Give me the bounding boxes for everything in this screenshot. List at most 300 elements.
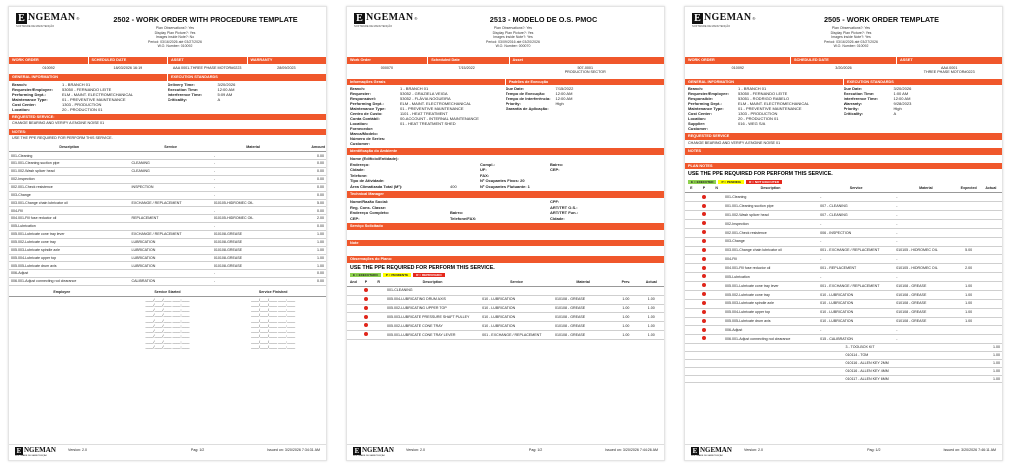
info-key: Nº Ocupantes Fixos: 20 [480, 178, 525, 184]
table-cell [958, 255, 980, 264]
pending-status-icon [702, 257, 706, 261]
pending-status-icon [702, 212, 706, 216]
table-cell: 005.001-Lubricate cone tray lever [9, 230, 129, 238]
info-key: Endereço Completo: [350, 210, 390, 216]
table-cell [980, 220, 1002, 229]
table-cell: 010 - LUBRICATION [480, 313, 553, 322]
table-cell: 005.001-Lubricate cone tray lever [723, 282, 818, 291]
info-value: ELM - MAINT. ELECTROMECHANICAL [738, 101, 810, 107]
table-cell: 010108 - GREASE [553, 331, 613, 340]
table-cell [958, 273, 980, 282]
table-cell: 010 - LUBRICATION [818, 299, 894, 308]
table-cell: 002.001-Check resistence [9, 183, 129, 191]
procedure-table: And P R Description Service Material Prev. Actual 001-CLEANING 005.004-LUBRICATING DRUM AXIS 010 - LUBRICATION 010108 - GREASE 1.00 1.00 005.002-LUBRICATING UPPER TOP 010 - LUBRICATION 010108 - GREASE 1.00 1.00 005.003-LUBRICATE PRESSURE SHAFT PULLEY 010 - LUBRICATION 010108 - GREASE 1.00 1.00 005.002-LUBRICATE CONE TRAY 010 - LUBRICATION 010108 - GREASE 1.00 1.00 005.001-LUBRICATE CONE TRAY LEVER 001 - EXCHANGE / REPLACEMENT 010108 - GREASE 1.00 1.00 [347, 278, 664, 340]
requested-service-text: CHANGE BEARING AND VERIFY A ENGINE NOISE 01 [688, 140, 781, 145]
table-cell: 0.00 [294, 183, 326, 191]
table-row [685, 264, 1002, 273]
table-cell: EXCHANGE / REPLACEMENT [129, 199, 211, 207]
status-cell-e [685, 290, 698, 299]
info-key: Supplier: [688, 121, 706, 127]
info-value: 3/20/2026 [217, 81, 236, 87]
table-row [685, 326, 1002, 335]
table-cell: - [212, 278, 294, 286]
pending-status-icon [364, 297, 368, 301]
status-cell-e [685, 308, 698, 317]
engeman-logo: E NGEMAN ® SOFTWARE DE MANUTENÇÃO [354, 12, 418, 28]
info-key: Bairro: [550, 161, 564, 167]
info-value: 12:00 AM [555, 96, 573, 102]
table-cell: - [818, 237, 894, 246]
info-value: 1 - BRANCH 01 [400, 86, 429, 92]
status-cell-r [710, 211, 723, 220]
info-key: Responsável: [350, 96, 377, 102]
technical-manager-info [347, 198, 664, 223]
table-cell [980, 290, 1002, 299]
info-key: Fornecedor: [350, 126, 374, 132]
info-key: Telefone: [350, 172, 368, 178]
table-cell: 003-Change [723, 237, 818, 246]
info-value: 53052 - GRAZIELA VEIGA [400, 91, 448, 97]
info-value: 400 [450, 184, 457, 190]
table-cell: 010 - LUBRICATION [480, 295, 553, 304]
footer-logo: E NGEMAN SOFTWARE DE MANUTENÇÃO [353, 446, 394, 458]
table-cell: 001 - EXCHANGE / REPLACEMENT [818, 246, 894, 255]
pending-status-icon [702, 292, 706, 296]
status-cell-e [685, 299, 698, 308]
table-cell: 001-CLEANING [385, 286, 480, 295]
engeman-logo: E NGEMAN ® SOFTWARE DE MANUTENÇÃO [692, 12, 756, 28]
info-value: 1:00 AM [893, 91, 909, 97]
table-cell: 001-Cleaning [9, 152, 129, 160]
info-value: High [893, 106, 902, 112]
general-info-label: GENERAL INFORMATION [9, 74, 167, 81]
info-key: Responsible: [688, 96, 714, 102]
table-cell: 010108 - GREASE [894, 308, 957, 317]
status-cell-e [685, 335, 698, 344]
table-cell: CLEANING [129, 168, 211, 176]
status-cell-r [710, 237, 723, 246]
info-key: Cost Center: [12, 101, 37, 107]
table-cell: 0.00 [294, 191, 326, 199]
status-cell-p [698, 220, 711, 229]
info-value: 00-ACCOUNT - INTERNAL MAINTENANCE [400, 116, 479, 122]
table-cell: 1.00 [294, 246, 326, 254]
table-cell [958, 335, 980, 344]
info-line [506, 106, 662, 111]
info-key: Location: [688, 116, 706, 122]
info-value: 01 - PREVENTIVE MAINTENANCE [62, 96, 126, 102]
signature-cell: ____/____/____ ____:____ [145, 345, 190, 350]
table-cell: 005-Lubrication [9, 223, 129, 231]
table-cell: 006-Adjust [723, 326, 818, 335]
table-cell: 003-Change [9, 191, 129, 199]
status-cell-r [710, 246, 723, 255]
footer-logo: E NGEMAN SOFTWARE DE MANUTENÇÃO [691, 446, 732, 458]
table-cell: 002-Inspection [9, 175, 129, 183]
header-labels: Work Order Scheduled Date Asset [347, 57, 664, 64]
table-cell: - [894, 237, 957, 246]
table-cell: - [894, 273, 957, 282]
pending-status-icon [702, 328, 706, 332]
table-cell: 0.00 [294, 278, 326, 286]
table-cell: 1.00 [613, 331, 638, 340]
document-header [685, 7, 1002, 57]
info-line [350, 141, 506, 146]
status-cell-e [347, 331, 360, 340]
signature-cell: ____/____/____ ____:____ [251, 334, 296, 339]
status-cell-p [698, 202, 711, 211]
table-cell: - [894, 211, 957, 220]
table-cell: 015 - CALIBRATION [818, 335, 894, 344]
table-cell: 010108 - GREASE [553, 313, 613, 322]
header-values: 000070 7/15/2022 507-0001 PRODUCTION SECTOR [380, 65, 606, 75]
tools-table [685, 344, 1002, 383]
status-cell-r [710, 290, 723, 299]
table-cell: 010108-GREASE [212, 254, 294, 262]
status-cell-e [685, 228, 698, 237]
pending-status-icon [702, 301, 706, 305]
info-key: Interference Time: [167, 91, 203, 97]
status-cell-p [698, 282, 711, 291]
info-key: CEP: [350, 215, 360, 221]
table-cell: 005.001-LUBRICATE CONE TRAY LEVER [385, 331, 480, 340]
table-cell: 005.005-Lubricate drum axis [723, 317, 818, 326]
table-cell: 0.00 [294, 175, 326, 183]
status-cell-e [347, 286, 360, 295]
table-cell: LUBRICATION [129, 246, 211, 254]
info-key: Nº Ocupantes Flutuante: 1 [480, 184, 530, 190]
pending-status-icon [702, 239, 706, 243]
general-info [347, 85, 664, 148]
table-row [347, 322, 664, 331]
table-cell: 003.001-Change chain lubricator oil [723, 246, 818, 255]
table-row [9, 152, 326, 160]
pending-status-icon [702, 319, 706, 323]
table-cell: 005.004-Lubricate upper top [723, 308, 818, 317]
table-row [9, 223, 326, 231]
table-cell: 010 - LUBRICATION [480, 322, 553, 331]
table-cell: 005.004-Lubricate upper top [9, 254, 129, 262]
table-cell: 007 - CLEANING [818, 202, 894, 211]
document-footer: E NGEMAN SOFTWARE DE MANUTENÇÃO Version: 2.0 Pag: 1/2 Issued on: 3/20/2026 7:34:31 AM [9, 444, 326, 456]
info-value: ELM - MAINT. ELECTROMECHANICAL [400, 101, 472, 107]
info-value: 12:00 AM [893, 96, 911, 102]
table-row [685, 335, 1002, 344]
table-cell: - [894, 228, 957, 237]
table-cell: 1.00 [958, 308, 980, 317]
table-cell: 002.001-Check resistence [723, 228, 818, 237]
table-cell: EXCHANGE / REPLACEMENT [129, 230, 211, 238]
table-cell: 1.00 [294, 262, 326, 270]
info-value: A [893, 111, 897, 117]
table-cell: - [212, 160, 294, 168]
tool-qty: 1.00 [964, 359, 1002, 367]
table-cell: 005.002-Lubricate cone tray [723, 290, 818, 299]
info-key: Área Climatizada Total (M²): [350, 184, 403, 190]
table-cell: 010 - LUBRICATION [818, 317, 894, 326]
table-row [685, 317, 1002, 326]
table-cell: - [818, 193, 894, 202]
table-cell: - [212, 183, 294, 191]
info-key: Due Date: [843, 86, 863, 92]
procedure-table: Description Service Material Amount 001-Cleaning - 0.00 001.001-Cleaning suction pipe CLEANING - 0.00 001.002-Wash splicer head CLEANING - 0.00 002-Inspection - 0.00 002.001-Check resistence INSPECTION - 0.00 003-Change - 0.00 003.001-Change chain lubricator oil EXCHANGE / REPLACEMENT 010105-HIDROMEC OIL 5.00 004-Fill - 0.00 004.001-Fill fuse reductor oil REPLACEMENT 010105-HIDROMEC OIL 2.00 005-Lubrication - 0.00 005.001-Lubricate cone tray lever EXCHANGE / REPLACEMENT 010108-GREASE 1.00 005.002-Lubricate cone tray LUBRICATION 010108-GREASE 1.00 005.003-Lubricate spindle axle LUBRICATION 010108-GREASE 1.00 005.004-Lubricate upper top LUBRICATION 010108-GREASE 1.00 005.005-Lubricate drum axis LUBRICATION 010108-GREASE 1.00 006-Adjust - 0.00 006.001-Adjust connecting rod clearance CALIBRATION - 0.00 [9, 144, 326, 286]
pending-status-icon [702, 283, 706, 287]
status-cell-p [698, 264, 711, 273]
table-row [685, 299, 1002, 308]
table-cell [613, 286, 638, 295]
info-value: 53050 - FERNANDO LEITE [738, 91, 788, 97]
ppe-notice: USE THE PPE REQUIRED FOR PERFORM THIS SERVICE. [688, 171, 833, 178]
table-cell: - [212, 152, 294, 160]
tool-row [685, 375, 1002, 383]
table-cell: 004.001-Fill fuse reductor oil [9, 215, 129, 223]
info-key: Location: [350, 121, 368, 127]
status-cell-p [360, 295, 373, 304]
info-key: Cidade: [350, 167, 365, 173]
status-cell-e [685, 326, 698, 335]
status-cell-e [685, 317, 698, 326]
table-cell: 2.00 [958, 264, 980, 273]
status-cell-p [698, 255, 711, 264]
table-cell: 1.00 [958, 290, 980, 299]
info-key: Compl.: [480, 161, 495, 167]
status-cell-p [360, 304, 373, 313]
table-cell: CLEANING [129, 160, 211, 168]
info-key: CPF: [550, 199, 560, 205]
table-cell: 010108 - GREASE [553, 304, 613, 313]
table-cell [129, 152, 211, 160]
table-cell: - [894, 202, 957, 211]
status-cell-r [710, 326, 723, 335]
info-key: Telefone/FAX: [450, 215, 477, 221]
signature-cell: ____/____/____ ____:____ [251, 297, 296, 302]
info-key: Priority: [505, 101, 521, 107]
table-cell: 0.00 [294, 152, 326, 160]
table-row [9, 207, 326, 215]
info-value: 01 - PREVENTIVE MAINTENANCE [738, 106, 802, 112]
info-key: Performing Dept.: [350, 101, 384, 107]
table-row [9, 175, 326, 183]
note-label: Note [347, 240, 664, 247]
pending-status-icon [364, 315, 368, 319]
table-row [9, 270, 326, 278]
table-cell: 1.00 [613, 322, 638, 331]
table-cell: LUBRICATION [129, 238, 211, 246]
status-cell-p [360, 286, 373, 295]
status-cell-p [360, 322, 373, 331]
table-cell: 5.00 [958, 246, 980, 255]
table-cell: 005.002-LUBRICATE CONE TRAY [385, 322, 480, 331]
table-cell: - [894, 220, 957, 229]
info-key: Requester/Employee: [12, 86, 53, 92]
tool-spacer [685, 359, 844, 367]
table-cell [958, 228, 980, 237]
status-cell-r [372, 304, 385, 313]
info-key: FAX: [480, 172, 490, 178]
table-row [685, 228, 1002, 237]
table-row [9, 215, 326, 223]
info-value: 12:00 AM [217, 86, 235, 92]
signature-row [9, 345, 326, 350]
status-cell-p [698, 290, 711, 299]
requested-service-text: CHANGE BEARING AND VERIFY A ENGINE NOISE 01 [12, 121, 105, 126]
table-row [9, 230, 326, 238]
info-key: Priority: [843, 106, 859, 112]
table-cell [980, 326, 1002, 335]
table-cell: - [212, 191, 294, 199]
table-cell: 010108 - GREASE [553, 322, 613, 331]
pending-status-icon [702, 204, 706, 208]
info-value: 016 - WEG S/A [738, 121, 766, 127]
technical-line [350, 216, 661, 222]
status-cell-p [698, 211, 711, 220]
info-key: Branch: [688, 86, 704, 92]
info-key: Criticality: [167, 96, 188, 102]
signature-cell: ____/____/____ ____:____ [251, 323, 296, 328]
info-key: Due Date: [505, 86, 525, 92]
table-row [685, 211, 1002, 220]
execution-standards-label: EXECUTION STANDARDS [844, 79, 1002, 86]
table-cell: 1.00 [639, 304, 664, 313]
status-cell-r [372, 295, 385, 304]
status-cell-r [372, 331, 385, 340]
table-cell: 004.001-Fill fuse reductor oil [723, 264, 818, 273]
info-key: Location: [12, 106, 30, 112]
signature-cell: ____/____/____ ____:____ [145, 313, 190, 318]
technical-manager-label: Technical Manager [347, 191, 664, 198]
document-footer: E NGEMAN SOFTWARE DE MANUTENÇÃO Version: 2.0 Pag: 1/2 Issued on: 3/20/2026 7:46:11 AM [685, 444, 1002, 456]
status-cell-e [685, 211, 698, 220]
info-key: Performing Dept.: [688, 101, 722, 107]
info-key: Requester: [350, 91, 371, 97]
table-cell: 1.00 [958, 299, 980, 308]
tool-spacer [685, 375, 844, 383]
requested-service-label: REQUESTED SERVICE [685, 133, 1002, 140]
table-cell: - [894, 326, 957, 335]
info-key: ART/TRT Fun.: [550, 210, 578, 216]
table-cell: 006 - INSPECTION [818, 228, 894, 237]
table-cell: 1.00 [613, 304, 638, 313]
table-row [9, 278, 326, 286]
tool-spacer [685, 344, 844, 351]
status-cell-r [710, 273, 723, 282]
status-cell-r [372, 286, 385, 295]
info-key: Execution Time: [167, 86, 199, 92]
table-cell: 5.00 [294, 199, 326, 207]
tool-qty: 1.00 [964, 367, 1002, 375]
table-cell [480, 286, 553, 295]
status-cell-r [710, 299, 723, 308]
engeman-logo: E NGEMAN ® SOFTWARE DE MANUTENÇÃO [16, 12, 80, 28]
table-cell: 001-Cleaning [723, 193, 818, 202]
plan-observations-label: Observações do Plano: [347, 256, 664, 263]
table-cell: 1.00 [294, 254, 326, 262]
info-key: CEP: [550, 167, 560, 173]
table-cell [980, 246, 1002, 255]
pending-status-icon [364, 288, 368, 292]
tool-row [685, 367, 1002, 375]
info-key: Marca/Modelo: [350, 131, 379, 137]
table-cell [129, 207, 211, 215]
info-line [168, 97, 324, 102]
info-key: Endereço: [350, 161, 370, 167]
table-cell: 010108 - GREASE [894, 299, 957, 308]
status-cell-e [347, 295, 360, 304]
signature-cell: ____/____/____ ____:____ [251, 307, 296, 312]
info-key: Delivery Time: [167, 81, 195, 87]
signature-cell: ____/____/____ ____:____ [145, 302, 190, 307]
info-key: UF: [480, 167, 487, 173]
table-cell: REPLACEMENT [129, 215, 211, 223]
table-row [685, 220, 1002, 229]
table-cell: 006.001-Adjust connecting rod clearance [723, 335, 818, 344]
header-values: 010092 3/20/2026 AAA 0001 THREE PHASE MOTOR#0223 [731, 65, 975, 75]
table-cell: 1.00 [958, 282, 980, 291]
table-row [9, 199, 326, 207]
status-cell-p [698, 317, 711, 326]
table-cell: 010 - LUBRICATION [818, 290, 894, 299]
environment-info [347, 155, 664, 192]
status-cell-r [710, 202, 723, 211]
table-row [347, 286, 664, 295]
pending-status-icon [702, 195, 706, 199]
table-cell: 010108-GREASE [212, 230, 294, 238]
info-key: Customer: [350, 141, 371, 147]
pending-status-icon [364, 323, 368, 327]
info-key: Reg. Cons. Classe: [350, 204, 387, 210]
table-row [9, 238, 326, 246]
info-key: Interference Time: [843, 96, 879, 102]
info-value: ELM - MAINT. ELECTROMECHANICAL [62, 91, 134, 97]
status-cell-p [698, 237, 711, 246]
tool-name: 3 - TOOLBOX KIT [844, 344, 964, 351]
table-cell: 001 - EXCHANGE / REPLACEMENT [818, 282, 894, 291]
info-value: 7/15/2022 [555, 86, 574, 92]
table-cell [980, 335, 1002, 344]
tool-row [685, 359, 1002, 367]
document-title: 2502 - WORK ORDER WITH PROCEDURE TEMPLATE [113, 15, 298, 24]
info-line [12, 107, 168, 112]
info-key: Tempo de Interferência: [505, 96, 551, 102]
pending-status-icon [702, 310, 706, 314]
table-cell: 001.002-Wash splicer head [9, 168, 129, 176]
table-cell [980, 193, 1002, 202]
table-cell [980, 264, 1002, 273]
table-cell: - [212, 223, 294, 231]
info-key: Maintenance Type: [12, 96, 48, 102]
info-key: Tipo de Atividade: [350, 178, 385, 184]
table-cell: CALIBRATION [129, 278, 211, 286]
table-cell [980, 308, 1002, 317]
info-key: Cost Center: [688, 111, 713, 117]
table-cell: LUBRICATION [129, 262, 211, 270]
info-key: Tempo de Execução: [505, 91, 546, 97]
table-cell: 005.002-Lubricate cone tray [9, 238, 129, 246]
table-cell [129, 223, 211, 231]
table-cell: 001.001-Cleaning suction pipe [723, 202, 818, 211]
execution-standards-label: Padrões de Execução [506, 79, 664, 86]
table-cell: 005.004-LUBRICATING DRUM AXIS [385, 295, 480, 304]
pending-status-icon [702, 266, 706, 270]
plan-info: Plan Observations?: Yes Display Plan Picture?: Yes Images inside Note?: Yes Period: 03/16/2026 até 03/27/2026 W.O. Number: 010092 [824, 26, 878, 49]
table-cell: 005.002-LUBRICATING UPPER TOP [385, 304, 480, 313]
table-cell: 001.002-Wash splicer head [723, 211, 818, 220]
tool-name: 010117 - ALLEN KEY 6MM [844, 375, 964, 383]
pending-status-icon [702, 221, 706, 225]
status-cell-e [685, 220, 698, 229]
info-value: 1303 - PRODUCTION [62, 101, 102, 107]
info-key: Execution Time: [843, 91, 875, 97]
